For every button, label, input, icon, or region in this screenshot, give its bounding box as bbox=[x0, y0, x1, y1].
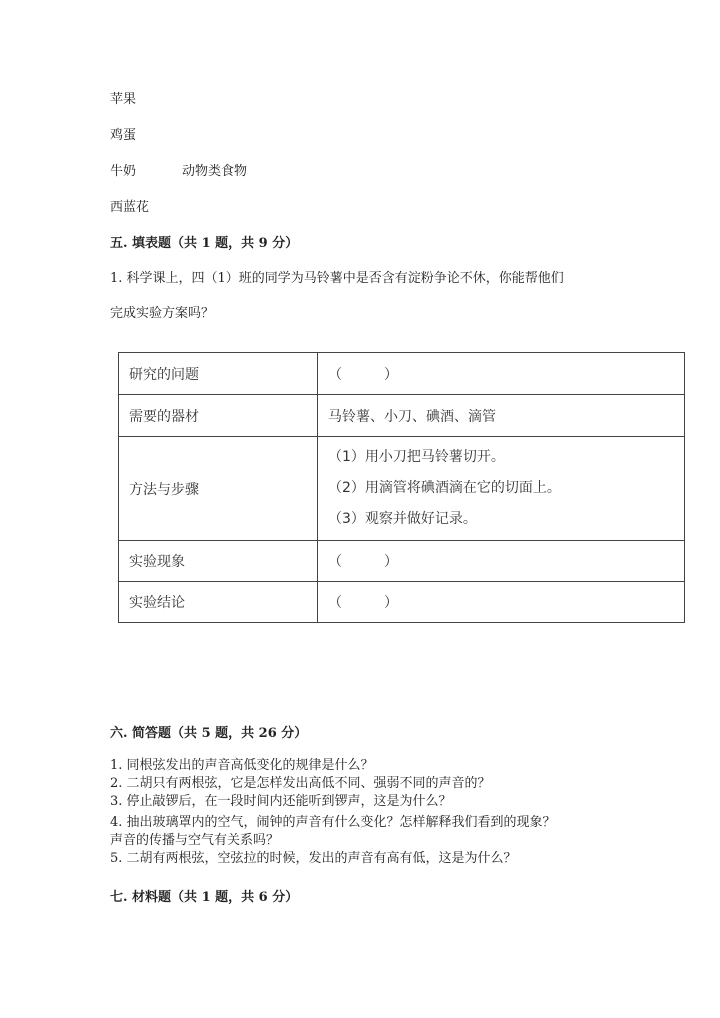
row-label-conclusion: 实验结论 bbox=[119, 582, 318, 623]
method-step-1: （1）用小刀把马铃薯切开。 bbox=[328, 449, 505, 465]
section7-title: 七. 材料题（共 1 题，共 6 分） bbox=[110, 890, 299, 905]
table-row bbox=[119, 582, 685, 623]
match-item-milk: 牛奶 bbox=[110, 164, 137, 179]
row-value-question: （ ） bbox=[318, 353, 685, 395]
table-row bbox=[119, 437, 685, 541]
match-category-animal-food: 动物类食物 bbox=[182, 164, 248, 179]
row-value-materials: 马铃薯、小刀、碘酒、滴管 bbox=[318, 395, 685, 437]
row-label-method: 方法与步骤 bbox=[119, 437, 318, 541]
row-label-question: 研究的问题 bbox=[119, 353, 318, 395]
method-step-2: （2）用滴管将碘酒滴在它的切面上。 bbox=[328, 480, 561, 496]
table-row bbox=[119, 395, 685, 437]
question-5: 5. 二胡有两根弦，空弦拉的时候，发出的声音有高有低，这是为什么？ bbox=[110, 851, 517, 866]
section5-title: 五. 填表题（共 1 题，共 9 分） bbox=[110, 236, 299, 251]
row-value-method bbox=[318, 437, 685, 541]
question-4: 4. 抽出玻璃罩内的空气，闹钟的声音有什么变化？怎样解释我们看到的现象？ bbox=[110, 815, 556, 830]
table-row bbox=[119, 353, 685, 395]
match-item-apple: 苹果 bbox=[110, 92, 137, 107]
section5-question-line2: 完成实验方案吗？ bbox=[110, 306, 215, 321]
method-step-3: （3）观察并做好记录。 bbox=[328, 511, 477, 527]
section6-title: 六. 简答题（共 5 题，共 26 分） bbox=[110, 726, 308, 741]
question-4-continued: 声音的传播与空气有关系吗？ bbox=[110, 833, 280, 848]
match-item-broccoli: 西蓝花 bbox=[110, 200, 150, 215]
experiment-table bbox=[118, 352, 685, 623]
row-value-phenomenon: （ ） bbox=[318, 541, 685, 582]
row-label-phenomenon: 实验现象 bbox=[119, 541, 318, 582]
section5-question-line1: 1. 科学课上，四（1）班的同学为马铃薯中是否含有淀粉争论不休，你能帮他们 bbox=[110, 271, 564, 286]
row-label-materials: 需要的器材 bbox=[119, 395, 318, 437]
question-2: 2. 二胡只有两根弦，它是怎样发出高低不同、强弱不同的声音的？ bbox=[110, 776, 491, 791]
question-3: 3. 停止敲锣后，在一段时间内还能听到锣声，这是为什么？ bbox=[110, 794, 452, 809]
row-value-conclusion: （ ） bbox=[318, 582, 685, 623]
match-item-egg: 鸡蛋 bbox=[110, 128, 137, 143]
question-1: 1. 同根弦发出的声音高低变化的规律是什么？ bbox=[110, 758, 374, 773]
table-row bbox=[119, 541, 685, 582]
